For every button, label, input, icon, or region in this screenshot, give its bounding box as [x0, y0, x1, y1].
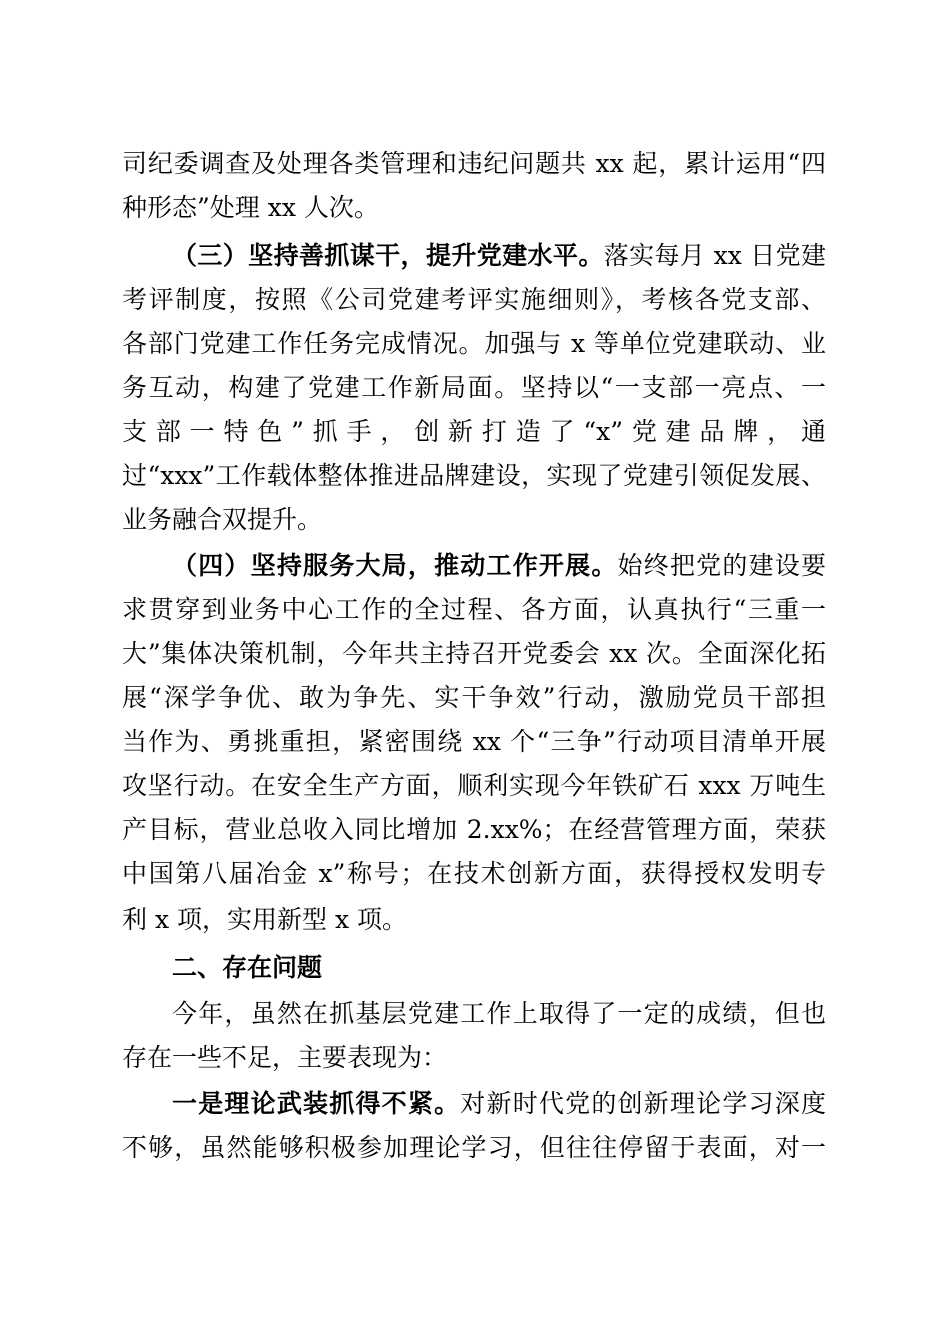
paragraph-line: 过“xxx”工作载体整体推进品牌建设，实现了党建引领促发展、 [122, 461, 826, 490]
point-1-heading: 一是理论武装抓得不紧。 [172, 1089, 461, 1118]
section-4-heading: （四）坚持服务大局，推动工作开展。 [172, 551, 618, 580]
point-1-first-line [172, 1082, 826, 1126]
paragraph-line: 攻坚行动。在安全生产方面，顺利实现今年铁矿石 xxx 万吨生 [122, 771, 826, 800]
paragraph-line: 当作为、勇挑重担，紧密围绕 xx 个“三争”行动项目清单开展 [122, 727, 826, 756]
paragraph-text: 落实每月 xx 日党建 [603, 241, 826, 270]
paragraph-text: 对新时代党的创新理论学习深度 [460, 1089, 826, 1118]
paragraph-line: 产目标，营业总收入同比增加 2.xx%；在经营管理方面，荣获 [122, 815, 826, 844]
paragraph-line: 利 x 项，实用新型 x 项。 [122, 905, 407, 934]
section-4-first-line [172, 544, 826, 588]
section-3-first-line [172, 234, 826, 278]
paragraph-line: 展“深学争优、敢为争先、实干争效”行动，激励党员干部担 [122, 683, 826, 712]
paragraph-line: 中国第八届冶金 x”称号；在技术创新方面，获得授权发明专 [122, 859, 826, 888]
paragraph-line: 存在一些不足，主要表现为： [122, 1043, 448, 1072]
paragraph-line: 大”集体决策机制，今年共主持召开党委会 xx 次。全面深化拓 [122, 639, 826, 668]
paragraph-line: 司纪委调查及处理各类管理和违纪问题共 xx 起，累计运用“四 [122, 149, 826, 178]
paragraph-line: 今年，虽然在抓基层党建工作上取得了一定的成绩，但也 [172, 999, 826, 1028]
paragraph-line: 支部一特色”抓手，创新打造了“x”党建品牌，通 [122, 417, 826, 446]
paragraph-line: 务互动，构建了党建工作新局面。坚持以“一支部一亮点、一 [122, 373, 826, 402]
paragraph-line: 业务融合双提升。 [122, 505, 323, 534]
paragraph-text: 始终把党的建设要 [617, 551, 826, 580]
section-3-heading: （三）坚持善抓谋干，提升党建水平。 [172, 241, 604, 270]
paragraph-line: 各部门党建工作任务完成情况。加强与 x 等单位党建联动、业 [122, 329, 826, 358]
paragraph-line: 不够，虽然能够积极参加理论学习，但往往停留于表面，对一 [122, 1133, 826, 1162]
paragraph-line: 种形态”处理 xx 人次。 [122, 193, 379, 222]
paragraph-line: 求贯穿到业务中心工作的全过程、各方面，认真执行“三重一 [122, 595, 826, 624]
paragraph-line: 考评制度，按照《公司党建考评实施细则》，考核各党支部、 [122, 285, 826, 314]
section-heading: 二、存在问题 [172, 953, 323, 982]
